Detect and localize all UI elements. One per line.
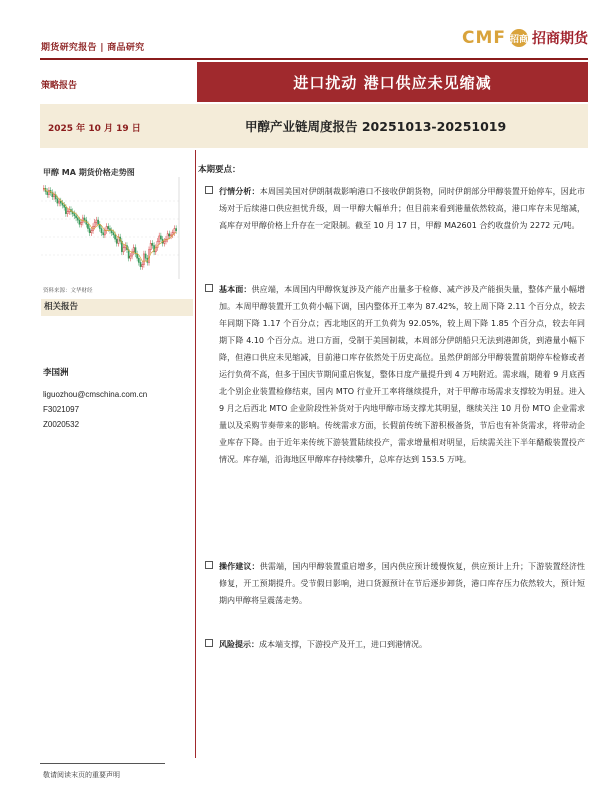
candle-body: [77, 218, 78, 220]
candle-body: [133, 248, 134, 252]
section-paragraph: [219, 558, 585, 609]
candle-body: [101, 229, 102, 233]
logo-text: CMF: [461, 28, 506, 48]
candle-body: [170, 235, 171, 236]
candle-body: [176, 229, 177, 231]
candle-body: [142, 265, 143, 267]
section-label: 操作建议：: [219, 562, 260, 571]
candle-body: [47, 191, 48, 194]
report-subtitle: 甲醇产业链周度报告 20251013-20251019: [245, 119, 507, 134]
column-divider: [195, 150, 196, 758]
candle-body: [103, 233, 104, 235]
section-fundamentals: [205, 281, 585, 468]
candle-body: [81, 222, 82, 224]
candle-body: [140, 262, 141, 266]
candle-body: [169, 234, 170, 236]
logo-mark-icon: 招商: [510, 29, 528, 47]
checkbox-bullet-icon: [205, 561, 213, 569]
footer-divider: [40, 763, 165, 764]
company-logo: [462, 27, 588, 49]
chart-title: 甲醇 MA 期货价格走势图: [43, 168, 135, 177]
related-reports-header: 相关报告: [41, 299, 193, 316]
checkbox-bullet-icon: [205, 186, 213, 194]
candle-body: [64, 205, 65, 207]
candle-body: [143, 254, 144, 265]
price-chart: [41, 177, 191, 279]
candle-body: [130, 256, 131, 258]
report-category: 期货研究报告 | 商品研究: [41, 43, 145, 53]
candle-body: [106, 226, 107, 230]
section-label: 行情分析：: [219, 187, 260, 196]
candle-body: [60, 201, 61, 203]
candle-body: [57, 199, 58, 203]
candle-body: [96, 220, 97, 222]
candle-body: [62, 203, 63, 205]
candle-body: [123, 248, 124, 252]
candle-body: [152, 243, 153, 245]
section-risk: [205, 636, 585, 653]
report-date: 2025 年 10 月 19 日: [48, 124, 141, 134]
section-label: 风险提示：: [219, 640, 259, 649]
candle-body: [137, 254, 138, 258]
report-type: 策略报告: [41, 81, 78, 91]
candle-body: [113, 233, 114, 235]
candle-body: [98, 220, 99, 224]
analyst-email[interactable]: liguozhou@cmschina.com.cn: [43, 390, 148, 399]
candle-body: [89, 229, 90, 233]
checkbox-bullet-icon: [205, 284, 213, 292]
candle-body: [91, 231, 92, 233]
candle-body: [150, 243, 151, 249]
candle-body: [104, 231, 105, 235]
candle-body: [145, 254, 146, 258]
candle-body: [94, 222, 95, 226]
candle-body: [53, 195, 54, 197]
candle-body: [160, 236, 161, 239]
report-title-banner: [197, 62, 588, 102]
candle-body: [84, 218, 85, 220]
report-title: 进口扰动 港口供应未见缩减: [293, 73, 492, 92]
section-paragraph: [219, 636, 585, 653]
header-divider: [40, 58, 588, 60]
candle-body: [138, 258, 139, 262]
analyst-cert-2: Z0020532: [43, 420, 80, 429]
candle-body: [67, 212, 68, 214]
candle-body: [59, 201, 60, 203]
section-strategy: [205, 558, 585, 609]
section-market-analysis: [205, 183, 585, 234]
chart-source: 资料来源：文华财经: [43, 288, 93, 294]
candle-body: [75, 216, 76, 218]
section-text: 供应端，本周国内甲醇恢复涉及产能产出量多于检修、减产涉及产能损失量，整体产量小幅增加。本周甲醇装置开工负荷小幅下调，国内整体开工率为 87.42%，较上周下降 2.11 个百分点，较去年同期下降 1.17 个百分点；西北地区的开工负荷为 92.05%，较上周下降 1.85 个百分点，较去年同期下降 4.10 个百分点。进口方面，受制于美国制裁，本周部分伊朗船只无法到港卸货，到港量小幅下降，但港口供应未见缩减，目前港口库存依然处于历史高位。虽然伊朗部分甲醇装置前期停车检修或者运行负荷不高，但多于国庆节期间重启恢复，整体日度产量提升到 4 万吨附近。需求端，随着 9 月底西北个别企业装置检修结束，国内 MTO 行业开工率将继续提升，对于甲醇市场需求支撑较为明显。进入 9 月之后西北 MTO 企业阶段性补货对于内地甲醇市场支撑尤其明显，继续关注 10 月份 MTO 企业需求量以及采购节奏带来的影响。传统需求方面，长假前传统下游积极备货，节后也有补货需求，将带动企业库存下降。由于近年来传统下游装置陆续投产，需求增量相对明显，后续需关注下半年醋酸装置投产情况。库存端，沿海地区甲醇库存持续攀升，总库存达到 153.5 万吨。: [219, 285, 585, 464]
candle-body: [167, 234, 168, 239]
section-label: 基本面：: [219, 285, 252, 294]
section-paragraph: [219, 183, 585, 234]
candle-body: [116, 239, 117, 243]
candle-body: [87, 224, 88, 228]
candle-body: [108, 226, 109, 228]
analyst-cert-1: F3021097: [43, 405, 80, 414]
candle-body: [65, 207, 66, 213]
logo-name: 招商期货: [532, 31, 588, 47]
checkbox-bullet-icon: [205, 639, 213, 647]
key-points-heading: 本期要点：: [198, 165, 241, 175]
section-text: 供需端，国内甲醇装置重启增多，国内供应预计缓慢恢复，供应预计上升；下游装置经济性修复，开工预期提升。受节假日影响，进口货源预计在节后逐步卸货，港口库存压力依然较大，预计短期内甲醇将呈震荡走势。: [219, 562, 586, 605]
section-paragraph: [219, 281, 585, 468]
candle-body: [111, 231, 112, 233]
candle-body: [174, 229, 175, 233]
candle-body: [159, 236, 160, 241]
footer-disclaimer: 敬请阅读末页的重要声明: [43, 771, 120, 779]
section-text: 本周国美国对伊朗制裁影响港口不接收伊朗货物，同时伊朗部分甲醇装置开始停车，因此市场对于后续港口供应担忧升级，周一甲醇大幅单升；但目前来看到港量依然较高，港口库存未见缩减，高库存对甲醇价格上升存在一定限制。截至 10 月 17 日，甲醇 MA2601 合约收盘价为 2272 元/吨。: [219, 187, 586, 230]
section-text: 成本端支撑，下游投产及开工，进口到港情况。: [259, 640, 427, 649]
candle-body: [164, 241, 165, 243]
candle-body: [79, 220, 80, 224]
analyst-name: 李国洲: [43, 368, 69, 378]
candle-body: [74, 214, 75, 216]
candle-body: [114, 235, 115, 239]
